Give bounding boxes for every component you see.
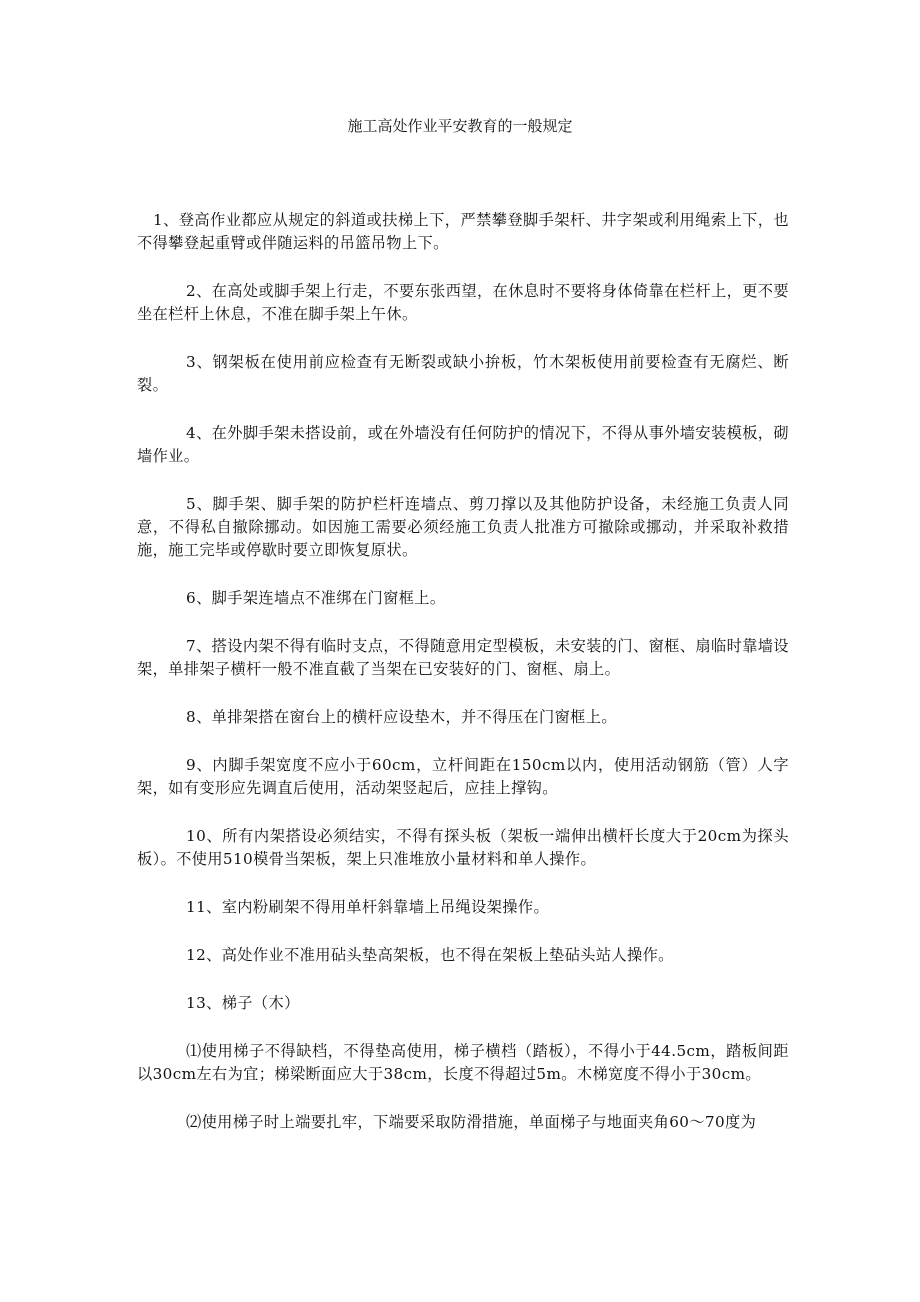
paragraph-rule-8: 8、单排架搭在窗台上的横杆应设垫木，并不得压在门窗框上。 [186, 708, 617, 726]
document-title: 施工高处作业平安教育的一般规定 [347, 117, 573, 135]
paragraph-rule-7: 7、搭设内架不得有临时支点，不得随意用定型模板，未安装的门、窗框、扇临时靠墙设架，单排架子横杆一般不准直截了当架在已安装好的门、窗框、扇上。 [137, 637, 789, 678]
paragraph-rule-11: 11、室内粉刷架不得用单杆斜靠墙上吊绳设架操作。 [186, 898, 550, 916]
paragraph-rule-12: 12、高处作业不准用砧头垫高架板，也不得在架板上垫砧头站人操作。 [186, 946, 674, 964]
paragraph-ladder-item-2: ⑵使用梯子时上端要扎牢，下端要采取防滑措施，单面梯子与地面夹角60～70度为 [186, 1113, 757, 1131]
document-body [137, 209, 789, 1159]
paragraph-rule-3: 3、钢架板在使用前应检查有无断裂或缺小拚板，竹木架板使用前要检查有无腐烂、断裂。 [137, 353, 789, 394]
paragraph-rule-1: 1、登高作业都应从规定的斜道或扶梯上下，严禁攀登脚手架杆、井字架或利用绳索上下，也不得攀登起重臂或伴随运料的吊篮吊物上下。 [137, 211, 789, 252]
paragraph-rule-9: 9、内脚手架宽度不应小于60cm，立杆间距在150cm以内，使用活动钢筋（管）人字架，如有变形应先调直后使用，活动架竖起后，应挂上撑钩。 [137, 756, 789, 797]
paragraph-rule-4: 4、在外脚手架未搭设前，或在外墙没有任何防护的情况下，不得从事外墙安装模板，砌墙作业。 [137, 424, 789, 465]
paragraph-rule-2: 2、在高处或脚手架上行走，不要东张西望，在休息时不要将身体倚靠在栏杆上，更不要坐在栏杆上休息，不准在脚手架上午休。 [137, 282, 789, 323]
paragraph-rule-13-heading: 13、梯子（木） [186, 994, 300, 1012]
paragraph-ladder-item-1: ⑴使用梯子不得缺档，不得垫高使用，梯子横档（踏板），不得小于44.5cm，踏板间距以30cm左右为宜；梯梁断面应大于38cm，长度不得超过5m。木梯宽度不得小于30cm。 [137, 1042, 789, 1083]
paragraph-rule-6: 6、脚手架连墙点不准绑在门窗框上。 [186, 589, 446, 607]
paragraph-rule-10: 10、所有内架搭设必须结实，不得有探头板（架板一端伸出横杆长度大于20cm为探头板）。不使用510模骨当架板，架上只准堆放小量材料和单人操作。 [137, 827, 789, 868]
paragraph-rule-5: 5、脚手架、脚手架的防护栏杆连墙点、剪刀撑以及其他防护设备，未经施工负责人同意，不得私自撤除挪动。如因施工需要必须经施工负责人批准方可撤除或挪动，并采取补救措施，施工完毕或停歇时要立即恢复原状。 [137, 495, 789, 559]
